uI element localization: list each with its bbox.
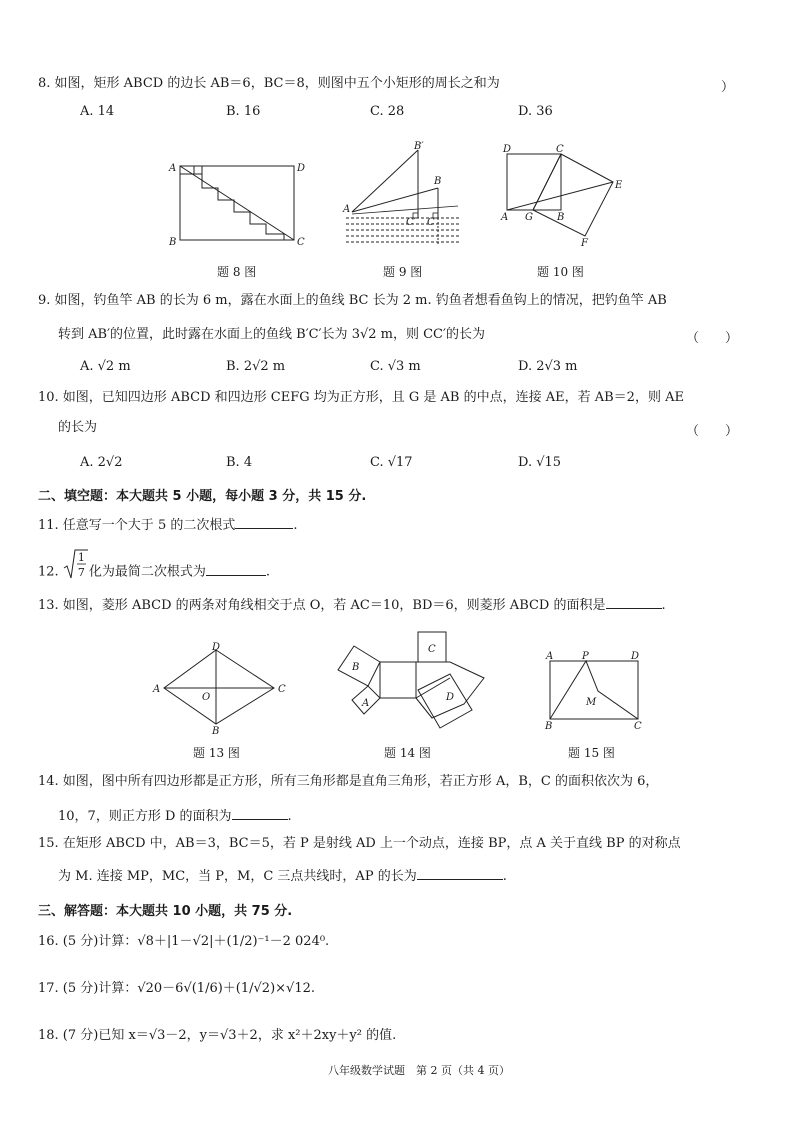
- figure-13: [150, 640, 290, 735]
- section-3-heading: 三、解答题：本大题共 10 小题，共 75 分.: [38, 904, 293, 919]
- figure-14: [332, 628, 497, 738]
- fig13-label-o: O: [202, 692, 211, 703]
- q11-text: 11. 任意写一个大于 5 的二次根式: [38, 518, 236, 533]
- fig9-label-bprime: B′: [414, 141, 424, 152]
- fig8-label-c: C: [297, 237, 305, 248]
- q11-end: .: [293, 518, 298, 533]
- fig9-caption: 题 9 图: [383, 265, 423, 279]
- section-2-heading: 二、填空题：本大题共 5 小题，每小题 3 分，共 15 分.: [38, 489, 367, 504]
- q15-line1: 15. 在矩形 ABCD 中，AB＝3，BC＝5，若 P 是射线 AD 上一个动点，连接 BP，点 A 关于直线 BP 的对称点: [38, 836, 681, 851]
- q15-line2: [58, 866, 507, 885]
- q15-answer-blank[interactable]: [417, 866, 503, 880]
- q12-numerator: 1: [77, 551, 85, 564]
- figure-9: [338, 140, 463, 255]
- fig15-label-p: P: [582, 651, 589, 662]
- fig9-label-c: C: [427, 217, 435, 228]
- fig14-caption: 题 14 图: [384, 746, 431, 760]
- fig13-label-c: C: [278, 684, 286, 695]
- q8-option-d: D. 36: [518, 104, 553, 119]
- q12-answer-blank[interactable]: [206, 562, 266, 576]
- figure-15: [540, 645, 650, 735]
- q18-text: 18. (7 分)已知 x＝√3－2，y＝√3＋2，求 x²＋2xy＋y² 的值.: [38, 1028, 397, 1043]
- figure-8: [160, 150, 310, 255]
- fig9-label-cprime: C′: [406, 217, 416, 228]
- q10-option-a: A. 2√2: [80, 455, 123, 470]
- fig8-label-a: A: [169, 163, 177, 174]
- fig15-label-a: A: [546, 651, 554, 662]
- q9-option-a: A. √2 m: [80, 359, 131, 374]
- q9-option-c: C. √3 m: [370, 359, 421, 374]
- q13-end: .: [661, 598, 666, 613]
- q14-line2: [58, 806, 292, 825]
- q8-option-b: B. 16: [226, 104, 261, 119]
- q16-text: 16. (5 分)计算：√8＋|1－√2|＋(1/2)⁻¹－2 024⁰.: [38, 934, 330, 949]
- fig10-label-d: D: [503, 144, 512, 155]
- fig15-label-d: D: [631, 651, 640, 662]
- fig8-label-b: B: [169, 237, 177, 248]
- q12-end: .: [265, 564, 270, 580]
- q14-answer-blank[interactable]: [232, 806, 288, 820]
- fig9-label-b: B: [434, 176, 442, 187]
- fig10-caption: 题 10 图: [537, 265, 584, 279]
- figure-10: [495, 140, 630, 255]
- q12-denominator: 7: [77, 566, 85, 579]
- fig13-label-a: A: [153, 684, 161, 695]
- fig14-label-c: C: [428, 644, 436, 655]
- q8-option-c: C. 28: [370, 104, 405, 119]
- q9-line1: 9. 如图，钓鱼竿 AB 的长为 6 m，露在水面上的鱼线 BC 长为 2 m. 钓鱼者想看鱼钩上的情况，把钓鱼竿 AB: [38, 293, 667, 308]
- fig15-label-c: C: [634, 721, 642, 732]
- q13-answer-blank[interactable]: [606, 595, 662, 609]
- fig14-label-a: A: [362, 698, 370, 709]
- q14-end: .: [287, 809, 292, 824]
- q10-option-d: D. √15: [518, 455, 562, 470]
- q10-paren: （ ）: [686, 424, 739, 439]
- fig9-label-a: A: [343, 204, 351, 215]
- q12-radical: [63, 551, 89, 588]
- q8-stem: 8. 如图，矩形 ABCD 的边长 AB＝6，BC＝8，则图中五个小矩形的周长之和为: [38, 76, 500, 91]
- q14-line1: 14. 如图，图中所有四边形都是正方形，所有三角形都是直角三角形，若正方形 A，B，C 的面积依次为 6，: [38, 774, 659, 789]
- fig10-label-e: E: [615, 180, 623, 191]
- q12-text: 化为最简二次根式为: [88, 564, 206, 580]
- q11: [38, 515, 297, 534]
- fig8-label-d: D: [297, 163, 306, 174]
- fig10-label-a: A: [501, 212, 509, 223]
- fig10-label-b: B: [557, 212, 565, 223]
- fig10-label-c: C: [556, 144, 564, 155]
- fig8-caption: 题 8 图: [217, 265, 257, 279]
- fig13-label-b: B: [212, 726, 220, 735]
- q8-paren: ）: [721, 80, 735, 95]
- q12: [38, 551, 270, 588]
- q11-answer-blank[interactable]: [235, 515, 293, 529]
- q12-num: 12.: [38, 564, 59, 580]
- q10-line1: 10. 如图，已知四边形 ABCD 和四边形 CEFG 均为正方形，且 G 是 AB 的中点，连接 AE，若 AB＝2，则 AE: [38, 390, 684, 405]
- q9-option-b: B. 2√2 m: [226, 359, 286, 374]
- fig10-label-g: G: [525, 212, 533, 223]
- q17-text: 17. (5 分)计算：√20－6√(1/6)＋(1/√2)×√12.: [38, 981, 315, 996]
- fig10-label-f: F: [581, 238, 588, 249]
- radical-sign-icon: [63, 548, 89, 580]
- fig13-caption: 题 13 图: [193, 746, 240, 760]
- fig15-caption: 题 15 图: [568, 746, 615, 760]
- fig13-label-d: D: [212, 642, 221, 653]
- fig14-label-d: D: [446, 692, 455, 703]
- page-footer: 八年级数学试题 第 2 页（共 4 页）: [328, 1064, 510, 1077]
- q10-option-c: C. √17: [370, 455, 413, 470]
- q15-end: .: [502, 869, 507, 884]
- q15-text: 为 M. 连接 MP，MC，当 P，M，C 三点共线时，AP 的长为: [58, 869, 417, 884]
- fig14-label-b: B: [352, 662, 360, 673]
- q9-line2: 转到 AB′的位置，此时露在水面上的鱼线 B′C′长为 3√2 m，则 CC′的长为: [58, 327, 485, 342]
- q10-option-b: B. 4: [226, 455, 253, 470]
- q14-text: 10，7，则正方形 D 的面积为: [58, 809, 232, 824]
- fig15-label-b: B: [545, 721, 553, 732]
- q8-option-a: A. 14: [80, 104, 115, 119]
- fig15-label-m: M: [586, 697, 597, 708]
- q13-text: 13. 如图，菱形 ABCD 的两条对角线相交于点 O，若 AC＝10，BD＝6，则菱形 ABCD 的面积是: [38, 598, 606, 613]
- q13: [38, 595, 666, 614]
- q10-line2: 的长为: [58, 420, 98, 435]
- q9-option-d: D. 2√3 m: [518, 359, 578, 374]
- q9-paren: （ ）: [686, 331, 739, 346]
